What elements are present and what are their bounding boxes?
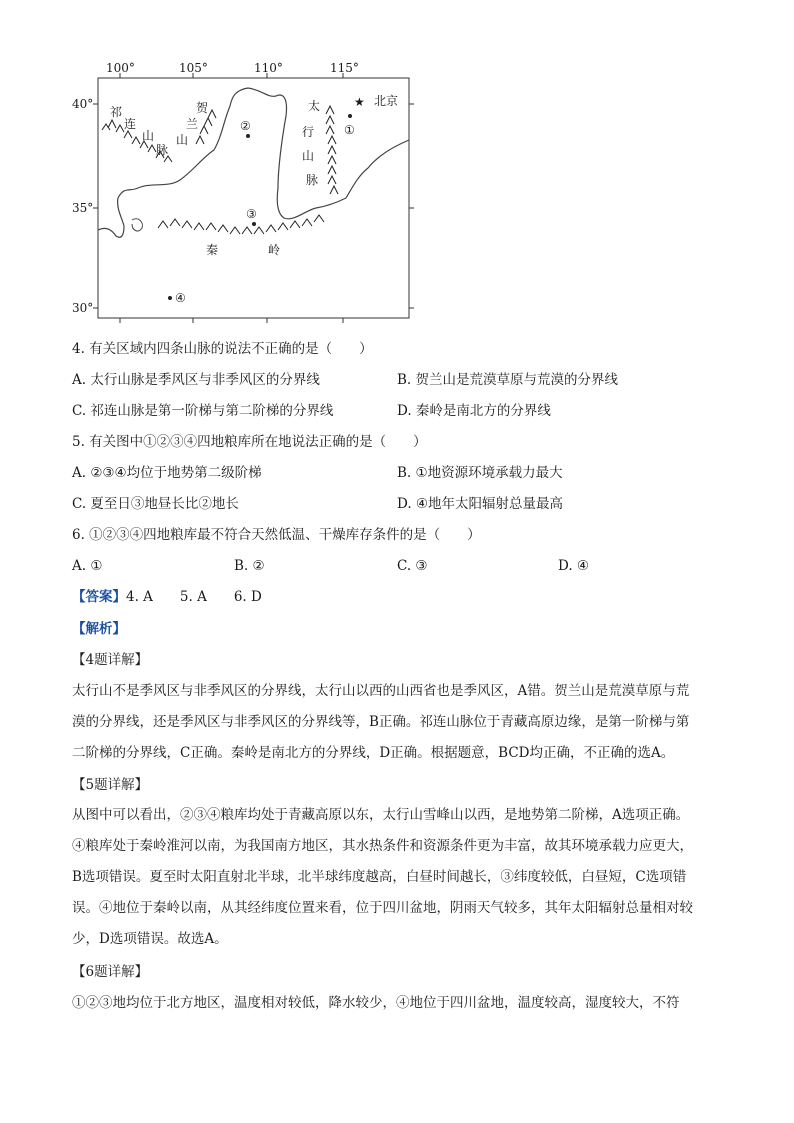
taihang-char-3: 山 [302, 149, 315, 163]
qilian-char-2: 连 [124, 117, 137, 131]
lat-label-30: 30° [72, 301, 94, 315]
q4-option-b: B. 贺兰山是荒漠草原与荒漠的分界线 [397, 372, 619, 388]
map-svg [72, 58, 417, 328]
detail5-line: 从图中可以看出，②③④粮库均处于青藏高原以东，太行山雪峰山以西，是地势第二阶梯，A选项正确。 [72, 807, 690, 823]
detail4-line: 二阶梯的分界线，C正确。秦岭是南北方的分界线，D正确。根据题意，BCD均正确，不正确的选A。 [72, 745, 675, 761]
taihang-char-1: 太 [308, 99, 321, 113]
answer-values: 4. A 5. A 6. D [126, 589, 262, 605]
detail4-label: 【4题详解】 [72, 652, 149, 668]
q6-option-d: D. ④ [558, 558, 590, 574]
point-2-dot [246, 134, 250, 138]
q5-option-c: C. 夏至日③地昼长比②地长 [72, 496, 239, 512]
taihang-mountains [326, 106, 338, 194]
helan-mountains [196, 110, 216, 144]
lat-label-35: 35° [72, 201, 94, 215]
helan-char-1: 贺 [196, 101, 209, 115]
q5-option-a: A. ②③④均位于地势第二级阶梯 [72, 465, 262, 481]
analysis-label: 【解析】 [72, 621, 126, 637]
qinling-char-1: 秦 [206, 243, 219, 257]
point-1-dot [348, 114, 352, 118]
q6-option-c: C. ③ [397, 558, 428, 574]
detail5-label: 【5题详解】 [72, 777, 149, 793]
point-3-dot [252, 222, 256, 226]
qilian-char-3: 山 [142, 129, 155, 143]
detail6-line: ①②③地均位于北方地区，温度相对较低，降水较少，④地位于四川盆地，温度较高，湿度较大，不符 [72, 995, 680, 1011]
q6-option-b: B. ② [234, 558, 265, 574]
qilian-char-4: 脉 [156, 143, 169, 157]
detail4-line: 太行山不是季风区与非季风区的分界线，太行山以西的山西省也是季风区，A错。贺兰山是荒漠草原与荒 [72, 683, 690, 699]
map-ticks [93, 73, 414, 323]
lon-label-105: 105° [179, 61, 208, 75]
point-4-label: ④ [175, 291, 186, 305]
helan-char-3: 山 [176, 133, 189, 147]
point-2-label: ② [240, 119, 251, 133]
detail5-line: B选项错误。夏至时太阳直射北半球，北半球纬度越高，白昼时间越长，③纬度较低，白昼短，C选项错 [72, 869, 687, 885]
q5-option-b: B. ①地资源环境承载力最大 [397, 465, 563, 481]
detail5-line: ④粮库处于秦岭淮河以南，为我国南方地区，其水热条件和资源条件更为丰富，故其环境承载力应更大， [72, 838, 693, 854]
detail6-label: 【6题详解】 [72, 964, 149, 980]
river-loop [132, 219, 142, 231]
point-3-label: ③ [246, 207, 257, 221]
detail5-line: 少，D选项错误。故选A。 [72, 931, 228, 947]
beijing-label: 北京 [374, 94, 399, 108]
q4-stem: 4. 有关区域内四条山脉的说法不正确的是（ ） [72, 341, 373, 357]
map-figure [72, 58, 417, 328]
q6-option-a: A. ① [72, 558, 103, 574]
map-frame [98, 78, 409, 318]
q4-option-d: D. 秦岭是南北方的分界线 [397, 403, 551, 419]
lon-label-115: 115° [330, 61, 359, 75]
detail4-body [72, 676, 722, 769]
q6-stem: 6. ①②③④四地粮库最不符合天然低温、干燥库存条件的是（ ） [72, 527, 481, 543]
q5-option-d: D. ④地年太阳辐射总量最高 [397, 496, 564, 512]
qinling-char-2: 岭 [268, 243, 281, 257]
q5-stem: 5. 有关图中①②③④四地粮库所在地说法正确的是（ ） [72, 434, 427, 450]
lon-label-110: 110° [254, 61, 283, 75]
lon-label-100: 100° [106, 61, 135, 75]
lat-label-40: 40° [72, 97, 94, 111]
answer-label: 【答案】 [72, 589, 126, 605]
detail5-line: 误。④地位于秦岭以南，从其经纬度位置来看，位于四川盆地，阴雨天气较多，其年太阳辐射总量相对较 [72, 900, 693, 916]
answer-line [72, 587, 262, 607]
taihang-char-2: 行 [302, 125, 315, 139]
beijing-star-icon: ★ [354, 95, 365, 109]
helan-char-2: 兰 [186, 117, 199, 131]
taihang-char-4: 脉 [306, 173, 319, 187]
qilian-char-1: 祁 [110, 105, 123, 119]
point-4-dot [168, 296, 172, 300]
detail5-body [72, 800, 722, 955]
detail6-body [72, 988, 722, 1019]
q4-option-c: C. 祁连山脉是第一阶梯与第二阶梯的分界线 [72, 403, 334, 419]
qinling-mountains [158, 215, 324, 234]
point-1-label: ① [344, 123, 355, 137]
detail4-line: 漠的分界线，还是季风区与非季风区的分界线等，B正确。祁连山脉位于青藏高原边缘，是第一阶梯与第 [72, 714, 690, 730]
q4-option-a: A. 太行山脉是季风区与非季风区的分界线 [72, 372, 320, 388]
